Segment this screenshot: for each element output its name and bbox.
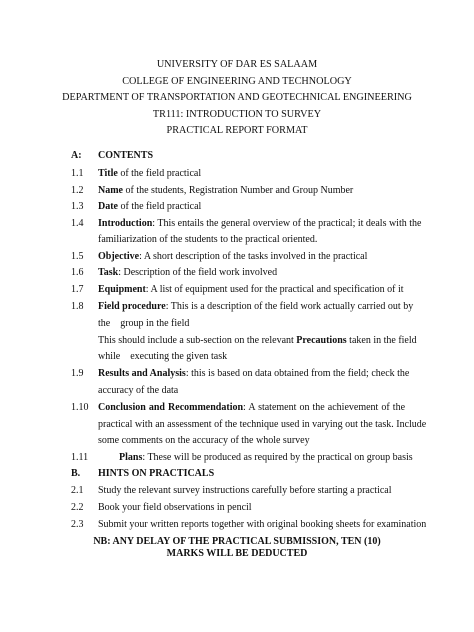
item-number: 1.6 bbox=[71, 267, 84, 278]
item-text: Plans: These will be produced as required by the practical on group basis bbox=[119, 452, 413, 463]
item-text: Results and Analysis: this is based on data obtained from the field; check the bbox=[98, 368, 410, 379]
item-text: Study the relevant survey instructions carefully before starting a practical bbox=[98, 485, 392, 496]
item-text: Book your field observations in pencil bbox=[98, 502, 252, 513]
report-format-page: UNIVERSITY OF DAR ES SALAAM COLLEGE OF ENGINEERING AND TECHNOLOGY DEPARTMENT OF TRANSPORTATION AND GEOTECHNICAL ENGINEERING TR111: INTRODUCTION TO SURVEY PRACTICAL REPORT FORMAT A: CONTENTS 1.1 Title of the field practical 1.2 Name of the students, Registration Number and Group Number 1.3 Date of the field practical 1.4 Introduction: This entails the general overview of the practical; it deals with the familiarization of the students to the practical oriented. 1.5 Objective: A short description of the tasks involved in the practical 1.6 Task: Description of the field work involved 1.7 Equipment: A list of equipment used for the practical and specification of it 1.8 Field procedure: This is a description of the field work actually carried out by the group in the field This should include a sub-section on the relevant Precautions taken in the field while executing the given task 1.9 Results and Analysis: this is based on data obtained from the field; check the accuracy of the data 1.10 Conclusion and Recommendation: A statement on the achievement of the practical with an assessment of the technique used in varying out the task. Include some comments on the accuracy of the whole survey 1.11 Plans: These will be produced as required by the practical on group basis B. HINTS ON PRACTICALS 2.1 Study the relevant survey instructions carefully before starting a practical 2.2 Book your field observations in pencil 2.3 Submit your written reports together with original booking sheets for examination NB: ANY DELAY OF THE PRACTICAL SUBMISSION, TEN (10) MARKS WILL BE DEDUCTED bbox=[0, 0, 474, 632]
item-number: 1.9 bbox=[71, 368, 84, 379]
item-number: 1.1 bbox=[71, 168, 84, 179]
item-text: Title of the field practical bbox=[98, 168, 202, 179]
deduction-note-line2: MARKS WILL BE DEDUCTED bbox=[166, 548, 308, 559]
item-text: Field procedure: This is a description of the field work actually carried out by bbox=[98, 301, 414, 312]
item-text: Submit your written reports together with original booking sheets for examination bbox=[98, 519, 427, 530]
item-number: 2.2 bbox=[71, 502, 84, 513]
item-text: Name of the students, Registration Number and Group Number bbox=[98, 185, 354, 196]
item-number: 1.10 bbox=[71, 402, 89, 413]
item-text: Introduction: This entails the general overview of the practical; it deals with the bbox=[98, 218, 422, 229]
college-name: COLLEGE OF ENGINEERING AND TECHNOLOGY bbox=[122, 76, 352, 87]
item-number: 1.7 bbox=[71, 284, 84, 295]
department-name: DEPARTMENT OF TRANSPORTATION AND GEOTECHNICAL ENGINEERING bbox=[62, 92, 412, 103]
section-a-title: CONTENTS bbox=[98, 150, 154, 161]
item-number: 1.4 bbox=[71, 218, 84, 229]
deduction-note-line1: NB: ANY DELAY OF THE PRACTICAL SUBMISSION, TEN (10) bbox=[93, 536, 381, 547]
item-text: Conclusion and Recommendation: A statement on the achievement of the bbox=[98, 402, 406, 413]
item-text: Objective: A short description of the tasks involved in the practical bbox=[98, 251, 368, 262]
course-title: TR111: INTRODUCTION TO SURVEY bbox=[152, 109, 322, 120]
section-b-title: HINTS ON PRACTICALS bbox=[98, 468, 215, 479]
item-number: 2.1 bbox=[71, 485, 84, 496]
section-b-number: B. bbox=[71, 468, 81, 479]
item-text: Task: Description of the field work involved bbox=[98, 267, 278, 278]
item-number: 1.8 bbox=[71, 301, 84, 312]
section-a-number: A: bbox=[71, 150, 82, 161]
document-title: PRACTICAL REPORT FORMAT bbox=[166, 125, 308, 136]
item-number: 1.11 bbox=[71, 452, 89, 463]
item-number: 1.2 bbox=[71, 185, 84, 196]
university-name: UNIVERSITY OF DAR ES SALAAM bbox=[156, 59, 318, 70]
item-number: 1.5 bbox=[71, 251, 84, 262]
item-text: Date of the field practical bbox=[98, 201, 202, 212]
item-number: 2.3 bbox=[71, 519, 84, 530]
item-number: 1.3 bbox=[71, 201, 84, 212]
item-text: Equipment: A list of equipment used for the practical and specification of it bbox=[98, 284, 404, 295]
